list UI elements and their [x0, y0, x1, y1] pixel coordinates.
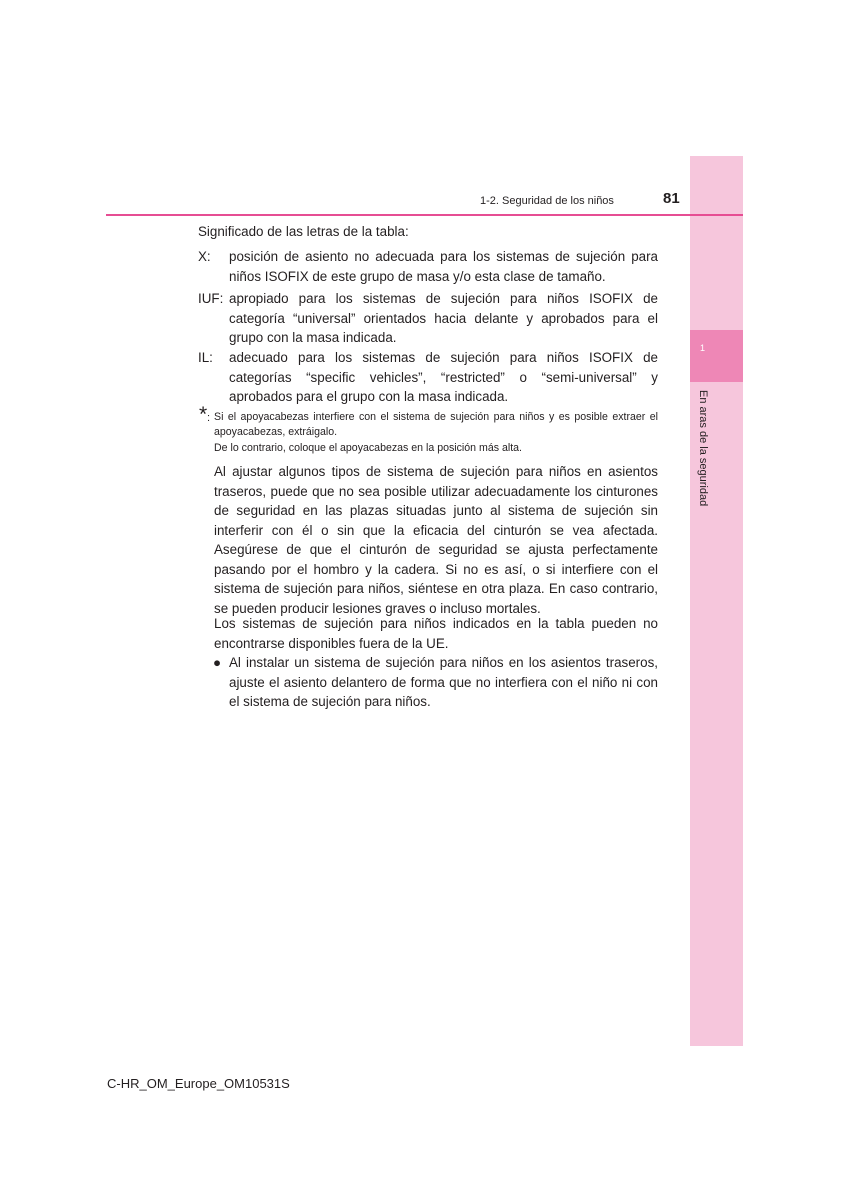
footnote-asterisk: *	[199, 403, 208, 426]
side-tab	[690, 156, 743, 1046]
chapter-number: 1	[700, 343, 706, 353]
chapter-title: En aras de la seguridad	[697, 390, 709, 507]
definition-text-iuf: apropiado para los sistemas de sujeción para niños ISOFIX de categoría “universal” orientados hacia delante y aprobados para el grupo con la masa indicada.	[229, 291, 658, 345]
definition-code-iuf: IUF:	[198, 291, 224, 306]
availability-paragraph: Los sistemas de sujeción para niños indicados en la tabla pueden no encontrarse disponibles fuera de la UE.	[214, 616, 658, 651]
footnote-colon: :	[207, 412, 211, 424]
definition-code-x: X:	[198, 249, 211, 264]
definition-text-il: adecuado para los sistemas de sujeción para niños ISOFIX de categorías “specific vehicles”, “restricted” o “semi-universal” y aprobados para el grupo con la masa indicada.	[229, 350, 658, 404]
bullet-text: Al instalar un sistema de sujeción para niños en los asientos traseros, ajuste el asiento delantero de forma que no interfiera con el niño ni con el sistema de sujeción para niños.	[229, 655, 658, 709]
safety-paragraph: Al ajustar algunos tipos de sistema de sujeción para niños en asientos traseros, puede que no sea posible utilizar adecuadamente los cinturones de seguridad en las plazas situadas junto al sistema de sujeción sin interferir con él o sin que la eficacia del cinturón se vea afectada. Asegúrese de que el cinturón de seguridad se ajusta perfectamente pasando por el hombro y la cadera. Si no es así, o si interfiere con el sistema de sujeción para niños, siéntese en otra plaza. En caso contrario, se pueden producir lesiones graves o incluso mortales.	[214, 464, 658, 616]
footnote-line-1: Si el apoyacabezas interfiere con el sistema de sujeción para niños y es posible extraer el apoyacabezas, extráigalo.	[214, 411, 658, 438]
document-code: C-HR_OM_Europe_OM10531S	[107, 1076, 290, 1091]
chapter-tab-marker	[690, 330, 743, 382]
page-number: 81	[663, 190, 680, 207]
header-rule	[106, 214, 743, 216]
definition-code-il: IL:	[198, 350, 213, 365]
definition-text-x: posición de asiento no adecuada para los sistemas de sujeción para niños ISOFIX de este grupo de masa y/o esta clase de tamaño.	[229, 249, 658, 284]
intro-text: Significado de las letras de la tabla:	[198, 224, 409, 239]
section-title: 1-2. Seguridad de los niños	[480, 195, 614, 207]
footnote-line-2: De lo contrario, coloque el apoyacabezas en la posición más alta.	[214, 442, 522, 454]
bullet-icon: ●	[213, 655, 222, 670]
